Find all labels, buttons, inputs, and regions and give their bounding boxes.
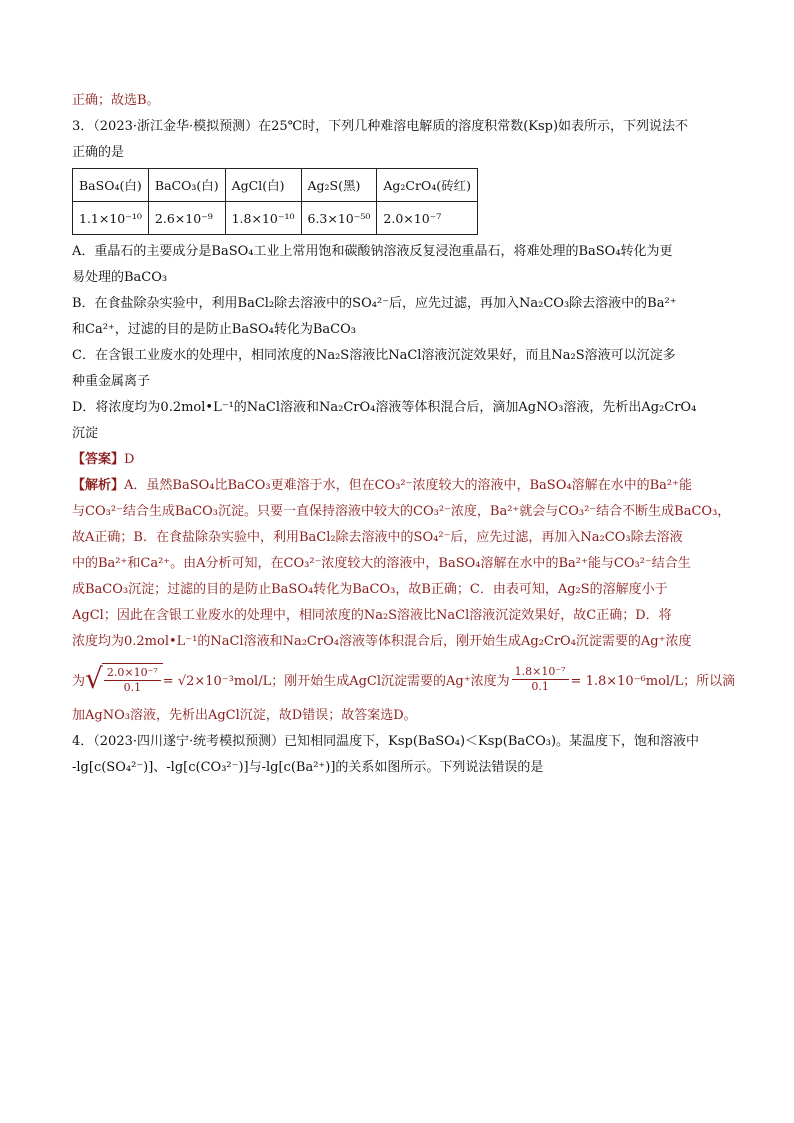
option-d-line-2: 沉淀 xyxy=(72,426,99,441)
fraction-ag2cro4-denominator: 0.1 xyxy=(123,681,142,694)
ksp-header-ag2cro4: Ag₂CrO₄(砖红) xyxy=(377,169,478,202)
ksp-header-ag2s: Ag₂S(黑) xyxy=(301,169,377,202)
fraction-ag2cro4 xyxy=(104,666,161,695)
ksp-header-baso4: BaSO₄(白) xyxy=(73,169,149,202)
previous-answer-conclusion: 正确；故选B。 xyxy=(72,93,160,108)
option-c-line-1: C．在含银工业废水的处理中，相同浓度的Na₂S溶液比NaCl溶液沉淀效果好，而且Na₂S溶液可以沉淀多 xyxy=(72,348,676,363)
sqrt-radicand xyxy=(102,663,163,695)
ksp-table-value-row xyxy=(73,202,478,235)
option-d-line-1: D．将浓度均为0.2mol•L⁻¹的NaCl溶液和Na₂CrO₄溶液等体积混合后，滴加AgNO₃溶液，先析出Ag₂CrO₄ xyxy=(72,400,697,415)
ksp-header-baco3: BaCO₃(白) xyxy=(148,169,225,202)
question-3-stem-line-1: 3．（2023·浙江金华·模拟预测）在25℃时，下列几种难溶电解质的溶度积常数(Ksp)如表所示，下列说法不 xyxy=(72,119,689,134)
radical-sign-icon: √ xyxy=(85,662,103,695)
analysis-line-6: AgCl；因此在含银工业废水的处理中，相同浓度的Na₂S溶液比NaCl溶液沉淀效果好，故C正确；D．将 xyxy=(72,608,672,623)
analysis-line-4: 中的Ba²⁺和Ca²⁺。由A分析可知，在CO₃²⁻浓度较大的溶液中，BaSO₄溶解在水中的Ba²⁺能与CO₃²⁻结合生 xyxy=(72,556,691,571)
analysis-text-1: A．虽然BaSO₄比BaCO₃更难溶于水，但在CO₃²⁻浓度较大的溶液中，BaSO₄溶解在水中的Ba²⁺能 xyxy=(124,478,692,493)
answer-value: D xyxy=(124,452,135,467)
ksp-table-header-row xyxy=(73,169,478,202)
ksp-table xyxy=(72,168,478,235)
analysis-line-3: 故A正确；B．在食盐除杂实验中，利用BaCl₂除去溶液中的SO₄²⁻后，应先过滤，再加入Na₂CO₃除去溶液 xyxy=(72,530,683,545)
analysis-tag: 【解析】 xyxy=(72,478,125,493)
ksp-value-baso4: 1.1×10⁻¹⁰ xyxy=(73,202,149,235)
ksp-value-baco3: 2.6×10⁻⁹ xyxy=(148,202,225,235)
analysis-line-1 xyxy=(72,475,732,497)
analysis-line-2: 与CO₃²⁻结合生成BaCO₃沉淀。只要一直保持溶液中较大的CO₃²⁻浓度，Ba²⁺就会与CO₃²⁻结合不断生成BaCO₃， xyxy=(72,504,731,519)
answer-tag: 【答案】 xyxy=(72,452,125,467)
fraction-ag2cro4-numerator: 2.0×10⁻⁷ xyxy=(104,666,161,681)
fraction-agcl-numerator: 1.8×10⁻⁷ xyxy=(512,665,569,680)
analysis-line-7: 浓度均为0.2mol•L⁻¹的NaCl溶液和Na₂CrO₄溶液等体积混合后，刚开始生成Ag₂CrO₄沉淀需要的Ag⁺浓度 xyxy=(72,634,692,649)
fraction-agcl xyxy=(512,665,569,694)
analysis-line-8: 加AgNO₃溶液，先析出AgCl沉淀，故D错误；故答案选D。 xyxy=(72,708,417,723)
equation-prefix: 为 xyxy=(72,673,86,689)
option-b-line-1: B．在食盐除杂实验中，利用BaCl₂除去溶液中的SO₄²⁻后，应先过滤，再加入Na₂CO₃除去溶液中的Ba²⁺ xyxy=(72,296,677,311)
answer-line xyxy=(72,449,732,471)
sqrt-expression xyxy=(85,663,163,695)
fraction-agcl-denominator: 0.1 xyxy=(531,679,549,693)
option-c-line-2: 种重金属离子 xyxy=(72,374,151,389)
equation-1-result: = √2×10⁻³mol/L；刚开始生成AgCl沉淀需要的Ag⁺浓度为 xyxy=(162,673,510,689)
ksp-header-agcl: AgCl(白) xyxy=(225,169,301,202)
question-4-stem-line-1: 4．（2023·四川遂宁·统考模拟预测）已知相同温度下，Ksp(BaSO₄)＜Ksp(BaCO₃)。某温度下，饱和溶液中 xyxy=(72,734,700,749)
question-3-stem-line-2: 正确的是 xyxy=(72,145,125,160)
analysis-line-5: 成BaCO₃沉淀；过滤的目的是防止BaSO₄转化为BaCO₃，故B正确；C．由表可知，Ag₂S的溶解度小于 xyxy=(72,582,668,597)
option-a-line-2: 易处理的BaCO₃ xyxy=(72,270,168,285)
document-page xyxy=(72,90,736,783)
ksp-value-ag2cro4: 2.0×10⁻⁷ xyxy=(377,202,478,235)
equation-2-result: = 1.8×10⁻⁶mol/L；所以滴 xyxy=(570,673,736,689)
ksp-value-ag2s: 6.3×10⁻⁵⁰ xyxy=(301,202,377,235)
option-a-line-1: A．重晶石的主要成分是BaSO₄工业上常用饱和碳酸钠溶液反复浸泡重晶石，将难处理的BaSO₄转化为更 xyxy=(72,244,673,259)
question-4-stem-line-2: -lg[c(SO₄²⁻)]、-lg[c(CO₃²⁻)]与-lg[c(Ba²⁺)]的关系如图所示。下列说法错误的是 xyxy=(72,760,544,775)
option-b-line-2: 和Ca²⁺，过滤的目的是防止BaSO₄转化为BaCO₃ xyxy=(72,322,356,337)
analysis-equation-line xyxy=(72,657,736,701)
ksp-value-agcl: 1.8×10⁻¹⁰ xyxy=(225,202,301,235)
